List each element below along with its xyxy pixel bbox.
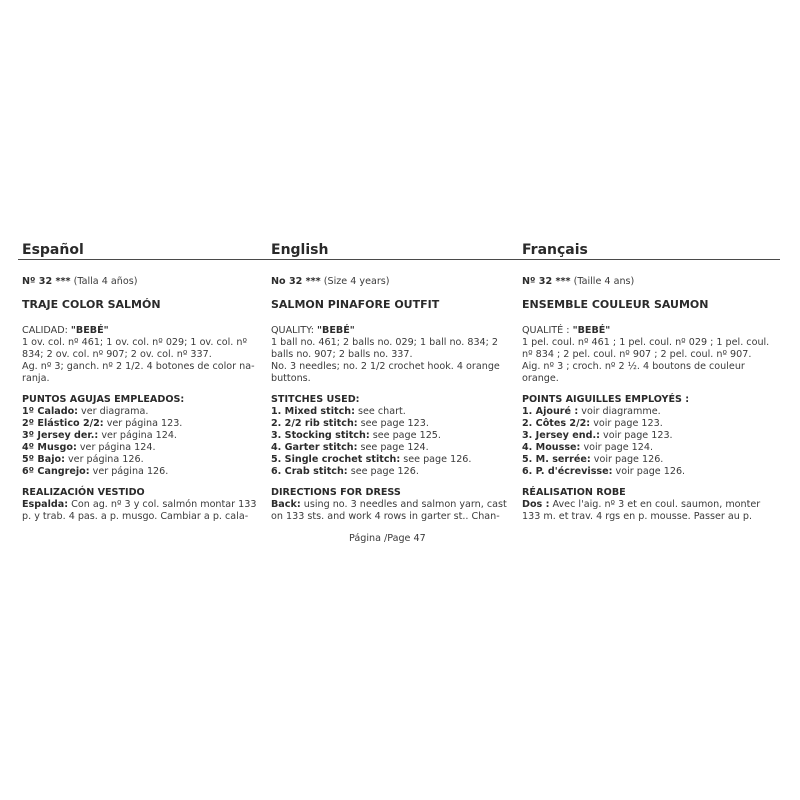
stitch-name: 1. Ajouré : — [522, 406, 579, 417]
stitch-name: 6. Crab stitch: — [271, 466, 348, 477]
stitch-name: 5º Bajo: — [22, 454, 65, 465]
quality-line: 1 ball no. 461; 2 balls no. 029; 1 ball no. 834; 2 — [271, 337, 499, 348]
directions-heading: REALIZACIÓN VESTIDO — [22, 487, 145, 498]
stitch-desc: ver página 126. — [89, 466, 169, 477]
stitch-item — [271, 418, 519, 430]
stitch-desc: voir page 126. — [612, 466, 686, 477]
stitch-name: 3. Stocking stitch: — [271, 430, 370, 441]
stitch-item — [522, 454, 778, 466]
stitch-name: 4º Musgo: — [22, 442, 77, 453]
stitch-item — [271, 406, 519, 418]
stitch-name: 1. Mixed stitch: — [271, 406, 355, 417]
quality-label: QUALITY: — [271, 325, 318, 336]
pattern-number-label: Nº 32 *** — [522, 276, 571, 287]
stitch-name: 5. M. serrée: — [522, 454, 591, 465]
stitch-name: 2º Elástico 2/2: — [22, 418, 104, 429]
stitches-heading: POINTS AIGUILLES EMPLOYÉS : — [522, 394, 690, 405]
directions-heading: RÉALISATION ROBE — [522, 487, 626, 498]
stitch-item — [522, 466, 778, 478]
stitch-name: 6. P. d'écrevisse: — [522, 466, 613, 477]
quality-line: Aig. nº 3 ; croch. nº 2 ½. 4 boutons de couleur — [522, 361, 745, 372]
language-heading: Español — [22, 242, 84, 258]
stitch-desc: ver diagrama. — [78, 406, 149, 417]
stitch-item — [522, 406, 778, 418]
stitch-item — [22, 454, 272, 466]
pattern-number-label: Nº 32 *** — [22, 276, 71, 287]
quality-label-line — [22, 325, 272, 337]
quality-line: 1 pel. coul. nº 461 ; 1 pel. coul. nº 029 ; 1 pel. coul. — [522, 337, 770, 348]
quality-value: "BEBÉ" — [572, 325, 611, 336]
quality-value: "BEBÉ" — [70, 325, 109, 336]
quality-line: No. 3 needles; no. 2 1/2 crochet hook. 4 orange — [271, 361, 500, 372]
stitch-name: 3. Jersey end.: — [522, 430, 600, 441]
stitches-list — [22, 406, 272, 478]
stitches-heading: PUNTOS AGUJAS EMPLEADOS: — [22, 394, 185, 405]
quality-label-line — [522, 325, 778, 337]
stitch-name: 4. Mousse: — [522, 442, 581, 453]
stitch-desc: ver página 124. — [76, 442, 156, 453]
language-heading: English — [271, 242, 329, 258]
stitch-item — [522, 418, 778, 430]
quality-label: QUALITÉ : — [522, 325, 573, 336]
stitch-desc: ver página 123. — [103, 418, 183, 429]
pattern-number — [522, 276, 778, 288]
directions-heading: DIRECTIONS FOR DRESS — [271, 487, 401, 498]
directions-line — [22, 499, 272, 511]
pattern-title: SALMON PINAFORE OUTFIT — [271, 298, 440, 311]
language-heading: Français — [522, 242, 588, 258]
stitch-item — [271, 442, 519, 454]
quality-line: Ag. nº 3; ganch. nº 2 1/2. 4 botones de color na- — [22, 361, 255, 372]
stitches-list — [271, 406, 519, 478]
stitch-desc: see page 123. — [357, 418, 429, 429]
directions-lead: Espalda: — [22, 499, 69, 510]
stitch-desc: voir diagramme. — [578, 406, 661, 417]
stitch-name: 2. 2/2 rib stitch: — [271, 418, 358, 429]
pattern-title: TRAJE COLOR SALMÓN — [22, 298, 161, 311]
stitch-name: 1º Calado: — [22, 406, 78, 417]
column-french — [522, 241, 778, 523]
stitch-item — [22, 442, 272, 454]
quality-line: ranja. — [22, 373, 50, 384]
directions-text: Avec l'aig. nº 3 et en coul. saumon, monter — [549, 499, 761, 510]
pattern-number-label: No 32 *** — [271, 276, 321, 287]
stitch-item — [22, 406, 272, 418]
quality-line: 834; 2 ov. col. nº 907; 2 ov. col. nº 337. — [22, 349, 212, 360]
directions-line — [522, 499, 778, 511]
stitch-item — [522, 442, 778, 454]
stitch-desc: ver página 124. — [98, 430, 177, 441]
stitch-item — [22, 430, 272, 442]
directions-line: p. y trab. 4 pas. a p. musgo. Cambiar a p. cala- — [22, 511, 249, 522]
quality-line: buttons. — [271, 373, 311, 384]
directions-line: 133 m. et trav. 4 rgs en p. mousse. Passer au p. — [522, 511, 752, 522]
stitch-desc: see chart. — [354, 406, 406, 417]
stitch-item — [22, 418, 272, 430]
stitch-desc: voir page 123. — [599, 430, 673, 441]
directions-line — [271, 499, 519, 511]
quality-line: balls no. 907; 2 balls no. 337. — [271, 349, 413, 360]
quality-value: "BEBÉ" — [317, 325, 355, 336]
stitch-name: 3º Jersey der.: — [22, 430, 99, 441]
stitch-desc: voir page 123. — [590, 418, 663, 429]
stitch-name: 2. Côtes 2/2: — [522, 418, 591, 429]
stitch-name: 5. Single crochet stitch: — [271, 454, 401, 465]
directions-lead: Dos : — [522, 499, 550, 510]
pattern-size: (Size 4 years) — [320, 276, 390, 287]
stitch-item — [271, 454, 519, 466]
stitch-item — [271, 430, 519, 442]
stitch-name: 6º Cangrejo: — [22, 466, 90, 477]
column-spanish — [22, 241, 272, 523]
directions-lead: Back: — [271, 499, 301, 510]
quality-label: CALIDAD: — [22, 325, 71, 336]
stitch-item — [22, 466, 272, 478]
stitch-desc: voir page 124. — [580, 442, 654, 453]
directions-text: using no. 3 needles and salmon yarn, cast — [300, 499, 507, 510]
pattern-size: (Talla 4 años) — [70, 276, 138, 287]
stitch-desc: voir page 126. — [590, 454, 664, 465]
stitch-desc: see page 125. — [369, 430, 441, 441]
quality-line: nº 834 ; 2 pel. coul. nº 907 ; 2 pel. coul. nº 907. — [522, 349, 752, 360]
stitch-desc: see page 126. — [347, 466, 419, 477]
pattern-size: (Taille 4 ans) — [570, 276, 635, 287]
pattern-number — [271, 276, 519, 288]
stitch-item — [522, 430, 778, 442]
quality-label-line — [271, 325, 519, 337]
directions-text: Con ag. nº 3 y col. salmón montar 133 — [68, 499, 257, 510]
stitch-name: 4. Garter stitch: — [271, 442, 358, 453]
pattern-title: ENSEMBLE COULEUR SAUMON — [522, 298, 709, 311]
stitch-desc: see page 124. — [357, 442, 429, 453]
pattern-number — [22, 276, 272, 288]
stitch-item — [271, 466, 519, 478]
stitches-list — [522, 406, 778, 478]
page-number: Página /Page 47 — [349, 533, 426, 544]
column-english — [271, 241, 519, 523]
quality-line: 1 ov. col. nº 461; 1 ov. col. nº 029; 1 ov. col. nº — [22, 337, 247, 348]
stitches-heading: STITCHES USED: — [271, 394, 360, 405]
stitch-desc: see page 126. — [400, 454, 472, 465]
stitch-desc: ver página 126. — [64, 454, 144, 465]
quality-line: orange. — [522, 373, 559, 384]
directions-line: on 133 sts. and work 4 rows in garter st.. Chan- — [271, 511, 500, 522]
